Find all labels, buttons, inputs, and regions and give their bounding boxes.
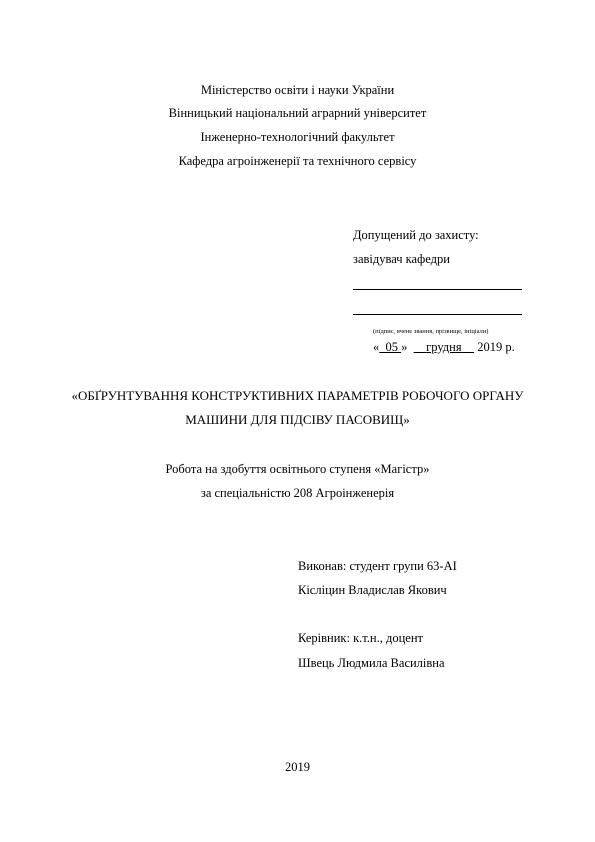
- date-open-quote: «: [373, 340, 380, 354]
- thesis-title-line-2: МАШИНИ ДЛЯ ПІДСІВУ ПАСОВИЩ»: [185, 412, 410, 427]
- signature-line-1: [353, 289, 522, 290]
- author-label: Виконав: студент групи 63-АІ: [298, 559, 457, 573]
- head-of-department: завідувач кафедри: [353, 252, 450, 266]
- date-month: грудня: [426, 340, 462, 354]
- signature-line-2: [353, 314, 522, 315]
- admitted-to-defense: Допущений до захисту:: [353, 228, 479, 242]
- ministry-name: Міністерство освіти і науки України: [200, 83, 395, 97]
- supervisor-name: Швець Людмила Василівна: [298, 656, 445, 670]
- date-day: 05: [385, 340, 398, 354]
- specialty-line: за спеціальністю 208 Агроінженерія: [200, 486, 395, 500]
- university-name: Вінницький національний аграрний університет: [168, 106, 427, 120]
- degree-line: Робота на здобуття освітнього ступеня «Магістр»: [165, 462, 430, 476]
- department-name: Кафедра агроінженерії та технічного сервісу: [178, 154, 417, 168]
- date-year: 2019 р.: [477, 340, 515, 354]
- author-name: Кісліцин Владислав Якович: [298, 583, 447, 597]
- date-close-quote: »: [401, 340, 408, 354]
- footer-year: 2019: [285, 760, 310, 774]
- approval-date: [373, 339, 515, 355]
- supervisor-label: Керівник: к.т.н., доцент: [298, 631, 423, 645]
- thesis-title-line-1: «ОБҐРУНТУВАННЯ КОНСТРУКТИВНИХ ПАРАМЕТРІВ РОБОЧОГО ОРГАНУ: [71, 388, 524, 403]
- signature-note: (підпис, вчене звання, прізвище, ініціали): [373, 328, 489, 335]
- faculty-name: Інженерно-технологічний факультет: [200, 130, 395, 144]
